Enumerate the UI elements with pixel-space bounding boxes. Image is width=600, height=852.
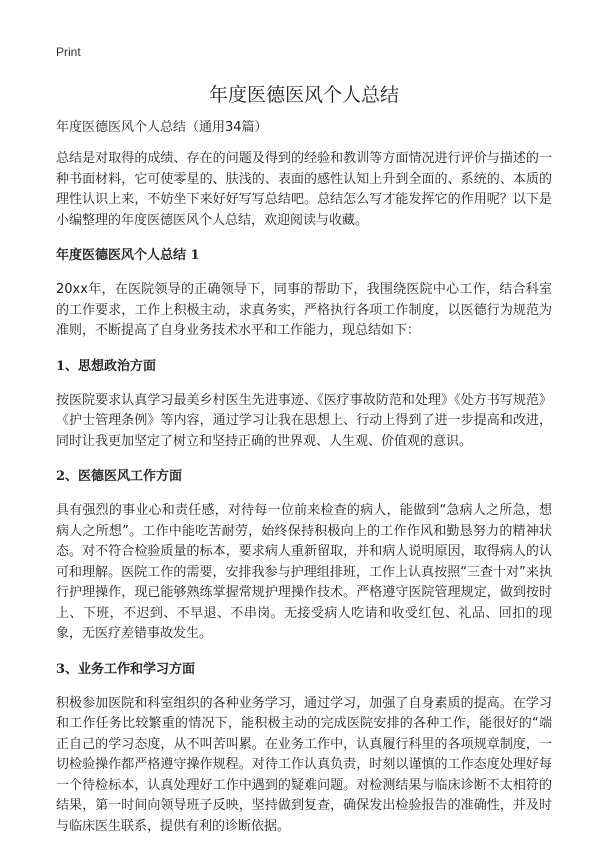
opening-paragraph: 20xx年，在医院领导的正确领导下，同事的帮助下，我围绕医院中心工作，结合科室的工作要求，工作上积极主动，求真务实，严格执行各项工作制度，以医德行为规范为准则，不断提高了自身业务技术水平和工作能力，现总结如下： — [56, 282, 552, 338]
section-heading-work-study: 3、业务工作和学习方面 — [56, 661, 196, 677]
section-heading-ethics: 2、医德医风工作方面 — [56, 469, 183, 484]
page-title: 年度医德医风个人总结 — [208, 84, 399, 106]
section-text-ethics: 具有强烈的事业心和责任感，对待每一位前来检查的病人，能做到“急病人之所急，想病人之所想”。工作中能吃苦耐劳，始终保持积极向上的工作作风和勤恳努力的精神状态。对不符合检验质量的标本，要求病人重新留取，并和病人说明原因，取得病人的认可和理解。医院工作的需要，安排我参与护理组排班，工作上认真按照“三查十对”来执行护理操作，现已能够熟练掌握常规护理操作技术。严格遵守医院管理规定，做到按时上、下班，不迟到、不早退、不串岗。无接受病人吃请和收受红包、礼品、回扣的现象，无医疗差错事故发生。 — [56, 503, 552, 641]
document-subtitle: 年度医德医风个人总结（通用34篇） — [56, 120, 268, 135]
article-heading: 年度医德医风个人总结 1 — [56, 248, 200, 263]
document-body — [56, 117, 552, 852]
section-text-politics: 按医院要求认真学习最美乡村医生先进事迹、《医疗事故防范和处理》《处方书写规范》《护士管理条例》等内容，通过学习让我在思想上、行动上得到了进一步提高和改进，同时让我更加坚定了树立和坚持正确的世界观、人生观、价值观的意识。 — [56, 392, 552, 449]
intro-paragraph: 总结是对取得的成绩、存在的问题及得到的经验和教训等方面情况进行评价与描述的一种书面材料，它可使零星的、肤浅的、表面的感性认知上升到全面的、系统的、本质的理性认识上来，不妨坐下来好好写写总结吧。总结怎么写才能发挥它的作用呢？以下是小编整理的年度医德医风个人总结，欢迎阅读与收藏。 — [56, 151, 552, 228]
section-text-work-study: 积极参加医院和科室组织的各种业务学习，通过学习，加强了自身素质的提高。在学习和工作任务比较繁重的情况下，能积极主动的完成医院安排的各种工作，能很好的“端正自己的学习态度，从不叫苦叫累。在业务工作中，认真履行科里的各项规章制度，一切检验操作都严格遵守操作规程。对待工作认真负责，时刻以谨慎的工作态度处理好每一个待检标本，认真处理好工作中遇到的疑难问题。对检测结果与临床诊断不太相符的结果，第一时间向领导班子反映，坚持做到复查，确保发出检验报告的准确性，并及时与临床医生联系，提供有利的诊断依据。 — [56, 695, 552, 834]
section-heading-politics: 1、思想政治方面 — [56, 358, 157, 374]
print-link[interactable]: Print — [56, 45, 81, 59]
